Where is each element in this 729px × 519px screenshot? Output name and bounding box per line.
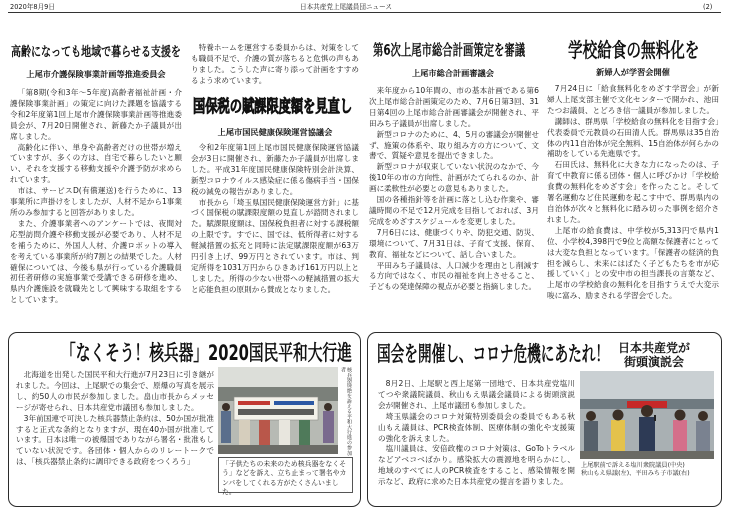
paragraph: 特養ホームを運営する委員からは、対策をしても職員不足で、介護の質が落ちると危惧の声もありました。こうした声に寄り添って計画をすすめるよう求めています。 [191, 43, 359, 85]
article-care-title: 高齢になっても地域で暮らせる支援を [11, 45, 181, 60]
peace-photo-caption: 「子供たちの未来のため核兵器をなくそう」などを訴え、立ち止まって署名やカンパをしてくれる方がたくさんいました。 [218, 457, 353, 493]
peace-photo-vertical-caption: 核兵器廃絶を訴える平和大行進の参加者 [340, 367, 352, 456]
article-kokuho-subtitle: 上尾市国民健康保険運営協議会 [217, 127, 333, 137]
paragraph: 市長から「埼玉県国民健康保険運営方針」に基づく国保税の賦課限度額の見直しが諮問されました。賦課限度額は、国保税負担者に対する課税額の上限です。すでに、国では、低所得者に対する軽減措置の拡充と同時に法定賦課限度額が63万円引き上げ、99万円とされています。市は、判定所得を1031万円からひきあげ161万円以上としました。所得の少ない世帯への軽減措置の拡大と応能負担の原則から賛成となりました。 [191, 197, 359, 294]
street-speech-photo [580, 371, 714, 459]
header-rule [8, 12, 721, 13]
article-kokuho-body [191, 143, 359, 314]
paragraph: 塩川議員は、安倍政権のコロナ対策は、GoToトラベルなどアベコベばかり。感染拡大の震源地を明らかにし、地域のすべてに人のPCR検査をすること、感染情報を開示など、政府に求めた日本共産党の提言を語りました。 [378, 444, 575, 487]
speech-photo-caption-line2: 秋山もえ県議(左)、平田みち子市議(右) [581, 470, 690, 477]
paragraph: 7月24日に「給食無料化をめざす学習会」が新婦人上尾支部主催で文化センターで開かれ、池田たつお議員、とどろき信一議員が参加しました。 [547, 84, 719, 115]
article-lunch-subtitle: 新婦人が学習会開催 [596, 67, 670, 77]
article-lunch-body [547, 84, 719, 314]
paragraph: 高齢化に伴い、単身や高齢者だけの世帯が増えていますが、多くの方は、自宅で暮らしたいと願い、それを支援する移動支援や介護予防が求められています。 [10, 142, 182, 185]
article-plan-body [369, 86, 539, 314]
paragraph: 上尾市の給食費は、中学校が5,313円で県内1位、小学校4,398円で9位と高額な保護者にとっては大変な負担となっています。「保護者の経済的負担を減らし、未来にはばたく子どもたちを市が応援していく」との安中市の担当課長の言葉など、上尾市の学校給食の無料化を目指すうえで大変示唆に富み、励まされる学習会でした。 [547, 225, 719, 301]
peace-march-photo [218, 367, 338, 454]
paragraph: 国の各種指針等を計画に落とし込む作業や、審議時間の不足で12月完成を目指しておれば、3月完成をめざすスケジュールを変更しました。 [369, 195, 539, 226]
article-care-body [10, 88, 182, 314]
paragraph: 市は、サービスD(有償運送)を行うために、13事業所に声掛けをしましたが、人材不足から1事業所のみ参加すると回答がありました。 [10, 186, 182, 217]
paragraph: 8月2日、上尾駅と西上尾第一団地で、日本共産党塩川てつや衆議院議員、秋山もえ県議会議員による街頭演説会が開催され、上尾市議団も参加しました。 [378, 379, 575, 410]
article-plan-title: 第6次上尾市総合計画策定を審議 [373, 41, 526, 59]
banner [234, 397, 318, 420]
article-care-continued [191, 43, 359, 89]
article-covid-title: 国会を開催し、コロナ危機にあたれ！ [377, 342, 610, 366]
paragraph: 新型コロナのために、4、5月の審議会が開催せず、施策の体系や、取り組み方の方について、文書で、質疑や意見を提出できました。 [369, 129, 539, 161]
article-peace-title: 「なくそう！核兵器」2020国民平和大行進 [61, 341, 352, 365]
paragraph: また、介護事業者へのアンケートでは、夜間対応型訪問介護や移動支援が必要であり、人材不足を補うために、外国人人材、介護ロボットの導入を考えている事業所が約7割との結果でした。人材確保については、今後も県が行っている介護職員初任者研修の実施事業で受講できる研修を進め、県内介護施設を就職先として興味する取組をするとしています。 [10, 218, 182, 305]
page-number: (2) [703, 3, 713, 11]
paragraph: 埼玉県議会のコロナ対策特別委員会の委員でもある秋山もえ議員は、PCR検査体制、医療体制の強化や支援策の強化を訴えました。 [378, 411, 575, 443]
paragraph: 平田みち子議員は、人口減少を理由とし削減する方向ではなく、市民の福祉を向上させること、子どもの発達保障の視点が必要と指摘しました。 [369, 260, 539, 292]
article-covid-body [378, 379, 575, 497]
paragraph: 来年度から10年間の、市の基本計画である第6次上尾市総合計画策定のため、7月6日第3回、31日第4回の上尾市総合計画審議会が開催され、平田みち子議員が出席しました。 [369, 86, 539, 128]
paragraph: 新型コロナが収束していない状況のなかで、今後10年の市の方向性、計画がたてられるのか、計画に柔軟性が必要との意見もありました。 [369, 162, 539, 194]
paragraph: 石田氏は、無料化に大きな力になったのは、子育て中教育に係る団体・個人に呼びかけ「学校給食費の無料化をめざす会」を作ったこと。そして署名運動など住民運動を起こす中で、群馬県内の自治体が次々と無料化に踏み切った事例を紹介されました。 [547, 160, 719, 224]
article-covid-tag-line1: 日本共産党が [618, 341, 691, 355]
paragraph: 3年前国連で可決した核兵器禁止条約は、50か国が批准すると正式な条約となりますが、現在40か国が批准しています。日本は唯一の被爆国でありながら署名・批准もしていない状況です。各団体・個人からのリレートークでは、「核兵器禁止条約に調印できる政府をつくろう」 [16, 413, 214, 467]
article-peace-body [16, 370, 214, 490]
paragraph: 講師は、群馬県「学校給食の無料化を目指す会」代表委員で元教員の石田清人氏。群馬県は35自治体の内11自治体が完全無料、15自治体が何らかの補助をしている先進県です。 [547, 116, 719, 159]
paragraph: 令和2年度第1回上尾市国民健康保険運営協議会が3日に開催され、新藤たか子議員が出席しました。平成31年度国民健康保険特別会計決算、新型コロナウイルス感染症に係る傷病手当・国保税の減免の報告がありました。 [191, 143, 359, 196]
paragraph: 7月6日には、健康づくりや、防犯交通、防災、環境について、7月31日は、子育て支援、保育、教育、福祉などについて、話し合いました。 [369, 227, 539, 259]
speech-photo-caption-line1: 上尾駅前で訴える塩川衆院議員(中央) [581, 462, 685, 469]
article-kokuho-title: 国保税の賦課限度額を見直し [193, 97, 353, 117]
newsletter-title: 日本共産党上尾議員団ニュース [300, 3, 392, 11]
paragraph: 北海道を出発した国民平和大行進が7月23日に引き継がれました。今回は、上尾駅での集会で、原爆の写真を展示し、約50人の市民が参加しました。畠山市長からメッセージが寄せられ、日本共産党市議団も参加しました。 [16, 370, 214, 412]
article-covid-tag-line2: 街頭演説会 [624, 355, 685, 369]
issue-date: 2020年8月9日 [10, 3, 55, 11]
paragraph: 「第8期(令和3年〜5年度)高齢者福祉計画・介護保険事業計画」の策定に向けた課題を協議する令和2年度第1回上尾市介護保険事業計画等推進委員会が、7月20日開催され、新藤たか子議員が出席しました。 [10, 88, 182, 141]
article-lunch-title: 学校給食の無料化を [568, 38, 700, 62]
article-care-subtitle: 上尾市介護保険事業計画等推進委員会 [26, 69, 166, 79]
article-plan-subtitle: 上尾市総合計画審議会 [412, 68, 494, 78]
